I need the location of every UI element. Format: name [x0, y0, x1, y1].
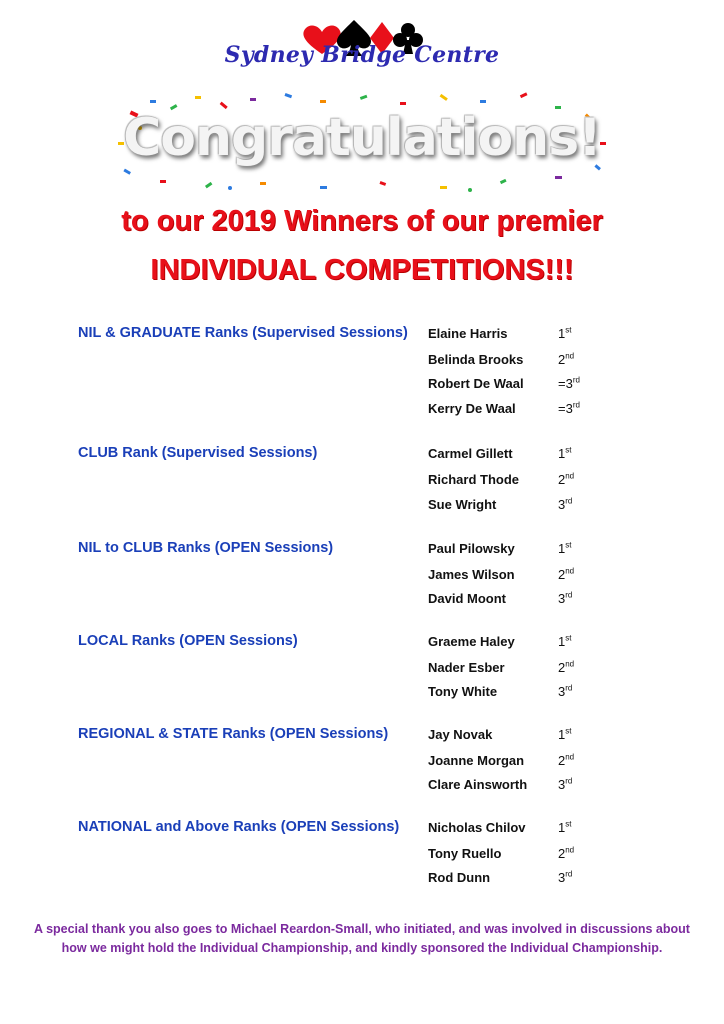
- winner-placing: [558, 352, 574, 367]
- winner-placing: [558, 727, 571, 742]
- placing-suffix: st: [565, 633, 572, 643]
- winner-placing: [558, 634, 571, 649]
- placing-suffix: rd: [565, 496, 573, 506]
- placing-number: 2: [558, 660, 566, 675]
- placing-number: 3: [558, 777, 566, 792]
- winner-row: [0, 870, 724, 890]
- headline-line-2: INDIVIDUAL COMPETITIONS!!!: [150, 254, 574, 286]
- placing-number: =3: [558, 401, 573, 416]
- placing-suffix: rd: [565, 869, 573, 879]
- placing-suffix: nd: [565, 471, 575, 481]
- winner-row: [0, 846, 724, 866]
- placing-number: 2: [558, 753, 566, 768]
- winner-row: [0, 326, 724, 346]
- winner-row: [0, 634, 724, 654]
- placing-number: 2: [558, 352, 566, 367]
- category-title: NIL to CLUB Ranks (OPEN Sessions): [78, 540, 334, 556]
- winner-placing: [558, 567, 574, 582]
- winner-name: Tony Ruello: [428, 846, 502, 861]
- winner-placing: [558, 777, 572, 792]
- winner-placing: [558, 446, 571, 461]
- winner-row: [0, 376, 724, 396]
- placing-number: 1: [558, 326, 566, 341]
- winner-row: [0, 727, 724, 747]
- winner-name: Graeme Haley: [428, 634, 515, 649]
- placing-suffix: st: [565, 325, 572, 335]
- winner-row: [0, 591, 724, 611]
- winner-placing: [558, 684, 572, 699]
- winner-row: [0, 472, 724, 492]
- placing-number: 2: [558, 567, 566, 582]
- thank-you-line-1: A special thank you also goes to Michael Reardon-Small, who initiated, and was involved in discussions about: [34, 922, 690, 936]
- winner-name: Tony White: [428, 684, 498, 699]
- category-title: NIL & GRADUATE Ranks (Supervised Sessions): [78, 325, 408, 341]
- placing-suffix: st: [565, 726, 572, 736]
- placing-suffix: nd: [565, 752, 575, 762]
- winner-placing: [558, 870, 572, 885]
- placing-number: 1: [558, 541, 566, 556]
- winner-name: Joanne Morgan: [428, 753, 525, 768]
- placing-suffix: rd: [565, 683, 573, 693]
- winner-name: Rod Dunn: [428, 870, 491, 885]
- placing-number: 1: [558, 820, 566, 835]
- winner-row: [0, 352, 724, 372]
- placing-number: 3: [558, 684, 566, 699]
- winner-name: Sue Wright: [428, 497, 497, 512]
- winner-name: Robert De Waal: [428, 376, 524, 391]
- winner-row: [0, 753, 724, 773]
- placing-suffix: rd: [565, 776, 573, 786]
- placing-suffix: rd: [565, 590, 573, 600]
- winner-placing: [558, 472, 574, 487]
- headline-line-1: to our 2019 Winners of our premier: [121, 205, 603, 237]
- winner-placing: [558, 541, 571, 556]
- winner-placing: [558, 820, 571, 835]
- placing-suffix: st: [565, 819, 572, 829]
- winner-name: Nicholas Chilov: [428, 820, 526, 835]
- placing-number: 2: [558, 846, 566, 861]
- placing-suffix: rd: [572, 375, 580, 385]
- winner-placing: [558, 753, 574, 768]
- winner-row: [0, 820, 724, 840]
- placing-suffix: nd: [565, 351, 575, 361]
- placing-number: 2: [558, 472, 566, 487]
- thank-you-line-2: how we might hold the Individual Championship, and kindly sponsored the Individual Championship.: [61, 941, 663, 955]
- winner-placing: [558, 846, 574, 861]
- placing-number: 3: [558, 591, 566, 606]
- category-title: CLUB Rank (Supervised Sessions): [78, 445, 318, 461]
- placing-suffix: rd: [572, 400, 580, 410]
- winner-name: Jay Novak: [428, 727, 493, 742]
- winner-row: [0, 446, 724, 466]
- congratulations-title: Congratulations!: [123, 108, 601, 168]
- winner-name: Richard Thode: [428, 472, 520, 487]
- thank-you-note: [20, 920, 704, 958]
- winner-placing: [558, 497, 572, 512]
- winner-name: Kerry De Waal: [428, 401, 516, 416]
- winner-row: [0, 660, 724, 680]
- placing-suffix: nd: [565, 566, 575, 576]
- winner-row: [0, 401, 724, 421]
- winner-name: Elaine Harris: [428, 326, 508, 341]
- winner-name: David Moont: [428, 591, 506, 606]
- category-title: NATIONAL and Above Ranks (OPEN Sessions): [78, 819, 400, 835]
- winner-row: [0, 567, 724, 587]
- placing-number: 1: [558, 634, 566, 649]
- winner-name: Nader Esber: [428, 660, 505, 675]
- winner-row: [0, 777, 724, 797]
- winner-row: [0, 541, 724, 561]
- placing-suffix: nd: [565, 659, 575, 669]
- winner-name: Belinda Brooks: [428, 352, 524, 367]
- winner-placing: [558, 376, 580, 391]
- winner-name: Paul Pilowsky: [428, 541, 515, 556]
- winner-placing: [558, 660, 574, 675]
- winner-row: [0, 497, 724, 517]
- placing-number: =3: [558, 376, 573, 391]
- logo-text: Sydney Bridge Centre: [224, 42, 500, 68]
- winner-name: Clare Ainsworth: [428, 777, 528, 792]
- winner-placing: [558, 591, 572, 606]
- category-title: LOCAL Ranks (OPEN Sessions): [78, 633, 298, 649]
- placing-suffix: nd: [565, 845, 575, 855]
- winner-placing: [558, 401, 580, 416]
- placing-suffix: st: [565, 445, 572, 455]
- winner-row: [0, 684, 724, 704]
- category-title: REGIONAL & STATE Ranks (OPEN Sessions): [78, 726, 389, 742]
- placing-suffix: st: [565, 540, 572, 550]
- placing-number: 3: [558, 870, 566, 885]
- placing-number: 1: [558, 727, 566, 742]
- placing-number: 1: [558, 446, 566, 461]
- winner-placing: [558, 326, 571, 341]
- winner-name: James Wilson: [428, 567, 515, 582]
- placing-number: 3: [558, 497, 566, 512]
- winner-name: Carmel Gillett: [428, 446, 513, 461]
